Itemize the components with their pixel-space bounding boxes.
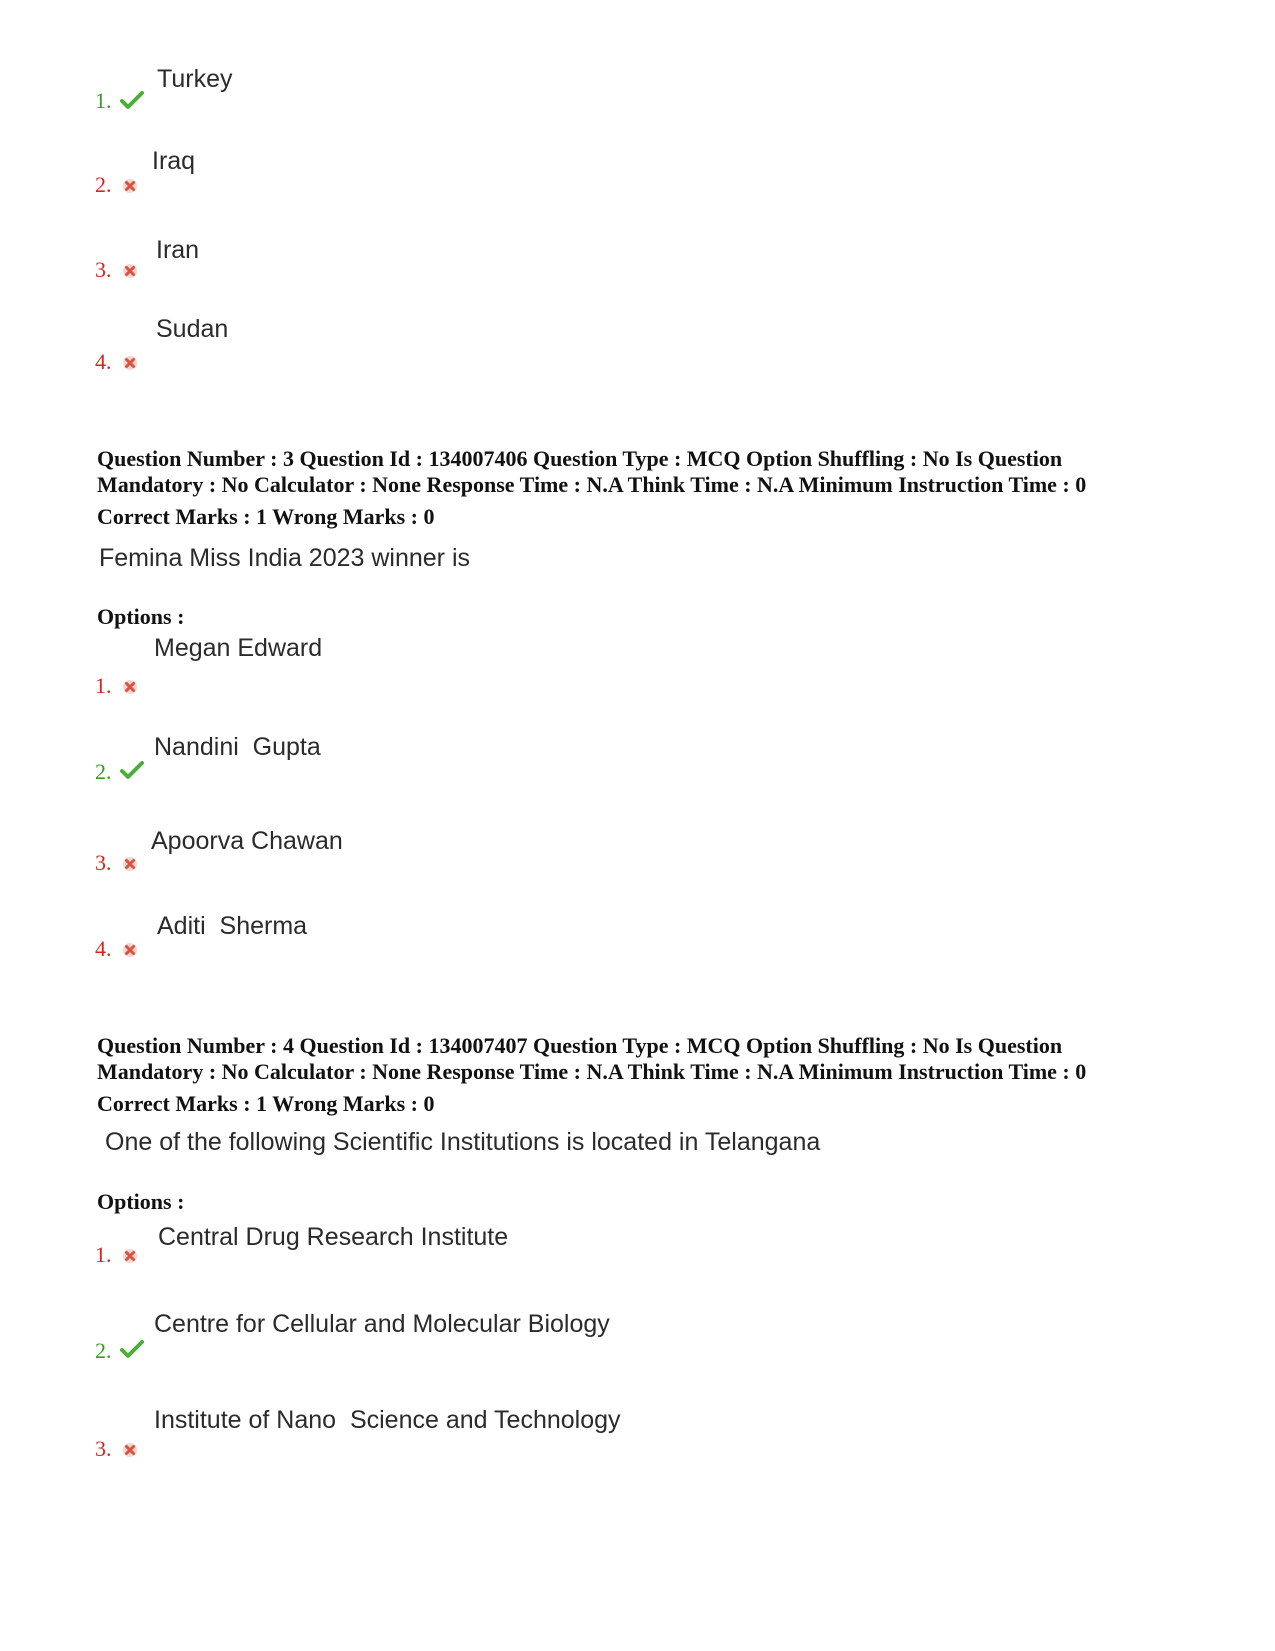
check-icon xyxy=(120,90,144,110)
q2-option-3-number: 3. xyxy=(95,257,112,282)
question-4-meta xyxy=(97,1033,1217,1117)
question-4-meta-line-1: Question Number : 4 Question Id : 134007407 Question Type : MCQ Option Shuffling : No Is Question xyxy=(97,1033,1063,1058)
cross-icon xyxy=(122,856,138,872)
cross-icon xyxy=(122,178,138,194)
q4-option-2-text: Centre for Cellular and Molecular Biology xyxy=(154,1310,610,1338)
cross-icon xyxy=(122,355,138,371)
question-4-meta-line-2: Mandatory : No Calculator : None Response Time : N.A Think Time : N.A Minimum Instruction Time : 0 xyxy=(97,1059,1087,1084)
question-3-meta-line-2: Mandatory : No Calculator : None Response Time : N.A Think Time : N.A Minimum Instruction Time : 0 xyxy=(97,472,1087,497)
question-4-meta-line-3: Correct Marks : 1 Wrong Marks : 0 xyxy=(97,1091,435,1116)
cross-icon xyxy=(122,679,138,695)
q2-option-1-text: Turkey xyxy=(157,65,233,93)
q3-option-2-text: Nandini Gupta xyxy=(154,733,321,761)
q3-option-4-text: Aditi Sherma xyxy=(157,912,308,940)
question-3-options-label: Options : xyxy=(97,604,185,629)
q2-option-2-text: Iraq xyxy=(152,147,196,175)
q2-option-1-number: 1. xyxy=(95,88,112,113)
question-3-meta-line-1: Question Number : 3 Question Id : 134007406 Question Type : MCQ Option Shuffling : No Is Question xyxy=(97,446,1063,471)
question-3-meta xyxy=(97,446,1217,530)
question-4-stem: One of the following Scientific Institutions is located in Telangana xyxy=(105,1128,821,1156)
q2-option-4-number: 4. xyxy=(95,349,112,374)
q4-option-3-number: 3. xyxy=(95,1436,112,1461)
cross-icon xyxy=(122,1248,138,1264)
q4-option-2-number: 2. xyxy=(95,1338,112,1363)
question-3-stem: Femina Miss India 2023 winner is xyxy=(99,544,470,572)
q3-option-3-text: Apoorva Chawan xyxy=(151,827,343,855)
q3-option-1-text: Megan Edward xyxy=(154,634,323,662)
check-icon xyxy=(120,760,144,780)
check-icon xyxy=(120,1339,144,1359)
q3-option-3-number: 3. xyxy=(95,850,112,875)
q2-option-3-text: Iran xyxy=(156,236,200,264)
q4-option-1-text: Central Drug Research Institute xyxy=(158,1223,509,1251)
q2-option-4-text: Sudan xyxy=(156,315,229,343)
question-4-options-label: Options : xyxy=(97,1189,185,1214)
cross-icon xyxy=(122,1442,138,1458)
q4-option-3-text: Institute of Nano Science and Technology xyxy=(154,1406,621,1434)
q3-option-2-number: 2. xyxy=(95,759,112,784)
q2-option-2-number: 2. xyxy=(95,172,112,197)
question-3-meta-line-3: Correct Marks : 1 Wrong Marks : 0 xyxy=(97,504,435,529)
q3-option-4-number: 4. xyxy=(95,936,112,961)
cross-icon xyxy=(122,263,138,279)
q3-option-1-number: 1. xyxy=(95,673,112,698)
cross-icon xyxy=(122,942,138,958)
q4-option-1-number: 1. xyxy=(95,1242,112,1267)
